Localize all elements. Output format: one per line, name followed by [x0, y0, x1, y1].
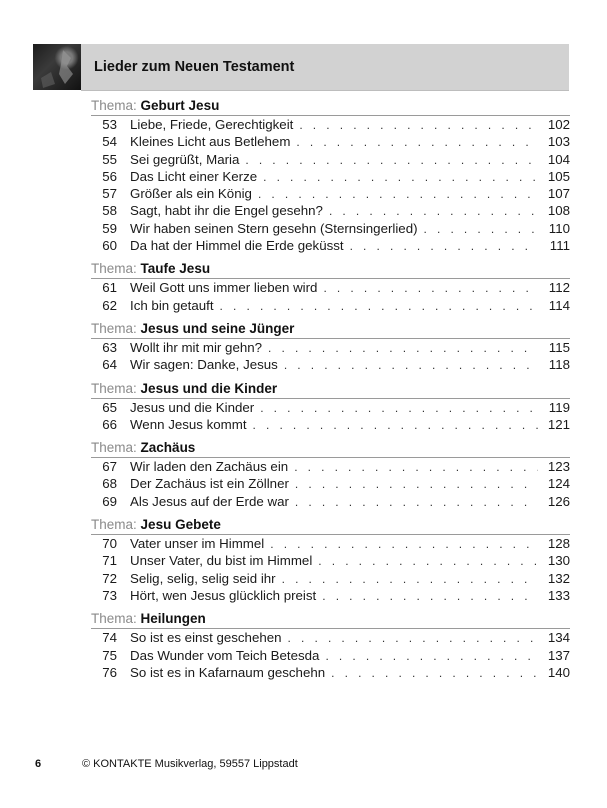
song-number: 72: [102, 570, 117, 586]
thema-label: Thema:: [91, 517, 137, 533]
song-title: Größer als ein König: [130, 186, 252, 202]
toc-entry: [91, 664, 570, 681]
thema-label: Thema:: [91, 320, 137, 336]
toc-section: [91, 260, 570, 314]
page-number: 128: [547, 536, 570, 552]
toc-entry: [91, 133, 570, 150]
toc-entry: [91, 185, 570, 202]
song-title: Liebe, Friede, Gerechtigkeit: [130, 117, 294, 132]
toc-section: [91, 380, 570, 434]
thema-label: Thema:: [91, 440, 137, 456]
toc-entry: [91, 570, 570, 587]
song-number: 66: [102, 416, 117, 432]
page-number: 124: [547, 476, 570, 492]
page-number: 112: [548, 280, 570, 296]
thema-heading: [91, 610, 570, 629]
page-number: 137: [547, 647, 570, 663]
dot-leader: [284, 357, 538, 374]
page-number: 111: [549, 238, 570, 254]
toc-entry: [91, 416, 570, 433]
song-number: 76: [102, 664, 117, 680]
thema-name: Geburt Jesu: [140, 98, 220, 113]
song-title: Weil Gott uns immer lieben wird: [130, 280, 318, 296]
dot-leader: [325, 648, 538, 665]
song-title: Wollt ihr mit mir gehn?: [130, 339, 263, 355]
toc-entry: [91, 220, 570, 237]
toc-entry: [91, 458, 570, 475]
dot-leader: [322, 588, 538, 605]
dot-leader: [282, 571, 538, 588]
toc-entry: [91, 151, 570, 168]
page-number: 107: [547, 186, 570, 202]
song-number: 69: [102, 493, 117, 509]
footer-page-number: 6: [35, 758, 42, 770]
page-number: 121: [547, 416, 570, 432]
section-heading: Lieder zum Neuen Testament: [94, 59, 295, 75]
toc-section: [91, 610, 570, 681]
thema-heading: [91, 260, 570, 279]
song-title: Wenn Jesus kommt: [130, 416, 247, 432]
song-title: Sagt, habt ihr die Engel gesehn?: [130, 203, 323, 219]
toc-entry: [91, 356, 570, 373]
header-divider: [81, 90, 569, 91]
page-number: 126: [547, 493, 570, 509]
footer-copyright: © KONTAKTE Musikverlag, 59557 Lippstadt: [82, 758, 298, 770]
table-of-contents: [91, 97, 570, 687]
toc-entry: [91, 475, 570, 492]
toc-entry: [91, 552, 570, 569]
song-number: 63: [102, 339, 117, 355]
page-number: 104: [547, 151, 570, 167]
dot-leader: [253, 417, 538, 434]
song-title: Jesus und die Kinder: [130, 399, 255, 415]
dot-leader: [350, 238, 538, 255]
song-title: Selig, selig, selig seid ihr: [130, 570, 276, 586]
song-number: 57: [102, 186, 117, 202]
dot-leader: [323, 280, 538, 297]
page-number: 105: [547, 168, 570, 184]
page-number: 114: [548, 297, 570, 313]
thema-heading: [91, 320, 570, 339]
dot-leader: [245, 152, 538, 169]
thema-label: Thema:: [91, 380, 137, 396]
dot-leader: [318, 553, 538, 570]
song-number: 70: [102, 536, 117, 552]
toc-entry: [91, 168, 570, 185]
song-number: 71: [102, 553, 117, 569]
dot-leader: [296, 134, 538, 151]
toc-entry: [91, 339, 570, 356]
song-title: So ist es in Kafarnaum geschehn: [130, 664, 326, 680]
song-number: 55: [102, 151, 117, 167]
dot-leader: [270, 536, 538, 553]
song-number: 65: [102, 399, 117, 415]
song-number: 59: [102, 220, 117, 236]
song-title: Der Zachäus ist ein Zöllner: [130, 476, 289, 492]
song-title: Da hat der Himmel die Erde geküsst: [130, 238, 344, 254]
toc-entry: [91, 202, 570, 219]
dot-leader: [268, 340, 538, 357]
page-number: 133: [547, 587, 570, 603]
thema-name: Taufe Jesu: [140, 261, 211, 277]
toc-section: [91, 97, 570, 254]
song-number: 60: [102, 238, 117, 254]
song-title: Sei gegrüßt, Maria: [130, 151, 240, 167]
thema-name: Jesu Gebete: [140, 517, 221, 533]
dot-leader: [299, 117, 538, 134]
song-title: Ich bin getauft: [130, 297, 214, 313]
song-number: 73: [102, 587, 117, 603]
toc-section: [91, 439, 570, 510]
thema-heading: [91, 97, 570, 116]
toc-entry: [91, 116, 570, 133]
page-number: 134: [547, 630, 570, 646]
dot-leader: [329, 203, 538, 220]
dot-leader: [331, 665, 538, 682]
song-number: 53: [102, 117, 117, 132]
page-number: 118: [548, 357, 570, 373]
page-number: 123: [547, 459, 570, 475]
song-title: So ist es einst geschehen: [130, 630, 282, 646]
song-title: Wir haben seinen Stern gesehn (Sternsingerlied): [130, 220, 418, 236]
thema-heading: [91, 380, 570, 399]
page-number: 140: [547, 664, 570, 680]
song-number: 62: [102, 297, 117, 313]
page-number: 102: [547, 117, 570, 132]
song-number: 54: [102, 134, 117, 150]
song-title: Das Wunder vom Teich Betesda: [130, 647, 320, 663]
page-number: 103: [547, 134, 570, 150]
thema-name: Heilungen: [140, 611, 206, 627]
dot-leader: [220, 298, 538, 315]
page-number: 115: [548, 339, 570, 355]
song-number: 74: [102, 630, 117, 646]
song-title: Wir laden den Zachäus ein: [130, 459, 289, 475]
song-title: Das Licht einer Kerze: [130, 168, 258, 184]
toc-entry: [91, 587, 570, 604]
page-number: 132: [547, 570, 570, 586]
song-title: Vater unser im Himmel: [130, 536, 265, 552]
toc-entry: [91, 279, 570, 296]
thema-name: Jesus und die Kinder: [140, 380, 278, 396]
toc-entry: [91, 629, 570, 646]
song-number: 67: [102, 459, 117, 475]
dot-leader: [294, 459, 538, 476]
thema-heading: [91, 439, 570, 458]
dot-leader: [295, 494, 538, 511]
thema-label: Thema:: [91, 261, 137, 277]
dot-leader: [258, 186, 538, 203]
thema-name: Zachäus: [140, 440, 196, 456]
thema-label: Thema:: [91, 98, 137, 113]
toc-entry: [91, 535, 570, 552]
toc-entry: [91, 493, 570, 510]
song-number: 75: [102, 647, 117, 663]
thema-heading: [91, 516, 570, 535]
song-number: 61: [102, 280, 117, 296]
page-number: 130: [547, 553, 570, 569]
thema-name: Jesus und seine Jünger: [140, 320, 295, 336]
song-title: Unser Vater, du bist im Himmel: [130, 553, 313, 569]
song-title: Hört, wen Jesus glücklich preist: [130, 587, 317, 603]
thema-label: Thema:: [91, 611, 137, 627]
toc-section: [91, 516, 570, 604]
toc-section: [91, 320, 570, 374]
toc-entry: [91, 399, 570, 416]
page-number: 119: [548, 399, 570, 415]
header-photo: [33, 44, 81, 90]
page-number: 110: [548, 220, 570, 236]
toc-entry: [91, 297, 570, 314]
song-number: 68: [102, 476, 117, 492]
dot-leader: [260, 400, 538, 417]
dot-leader: [295, 476, 538, 493]
toc-entry: [91, 237, 570, 254]
song-number: 58: [102, 203, 117, 219]
dot-leader: [263, 169, 538, 186]
dot-leader: [288, 630, 538, 647]
page-number: 108: [547, 203, 570, 219]
song-title: Kleines Licht aus Betlehem: [130, 134, 291, 150]
dot-leader: [424, 221, 538, 238]
song-number: 56: [102, 168, 117, 184]
toc-entry: [91, 647, 570, 664]
song-title: Als Jesus auf der Erde war: [130, 493, 289, 509]
song-title: Wir sagen: Danke, Jesus: [130, 357, 278, 373]
song-number: 64: [102, 357, 117, 373]
